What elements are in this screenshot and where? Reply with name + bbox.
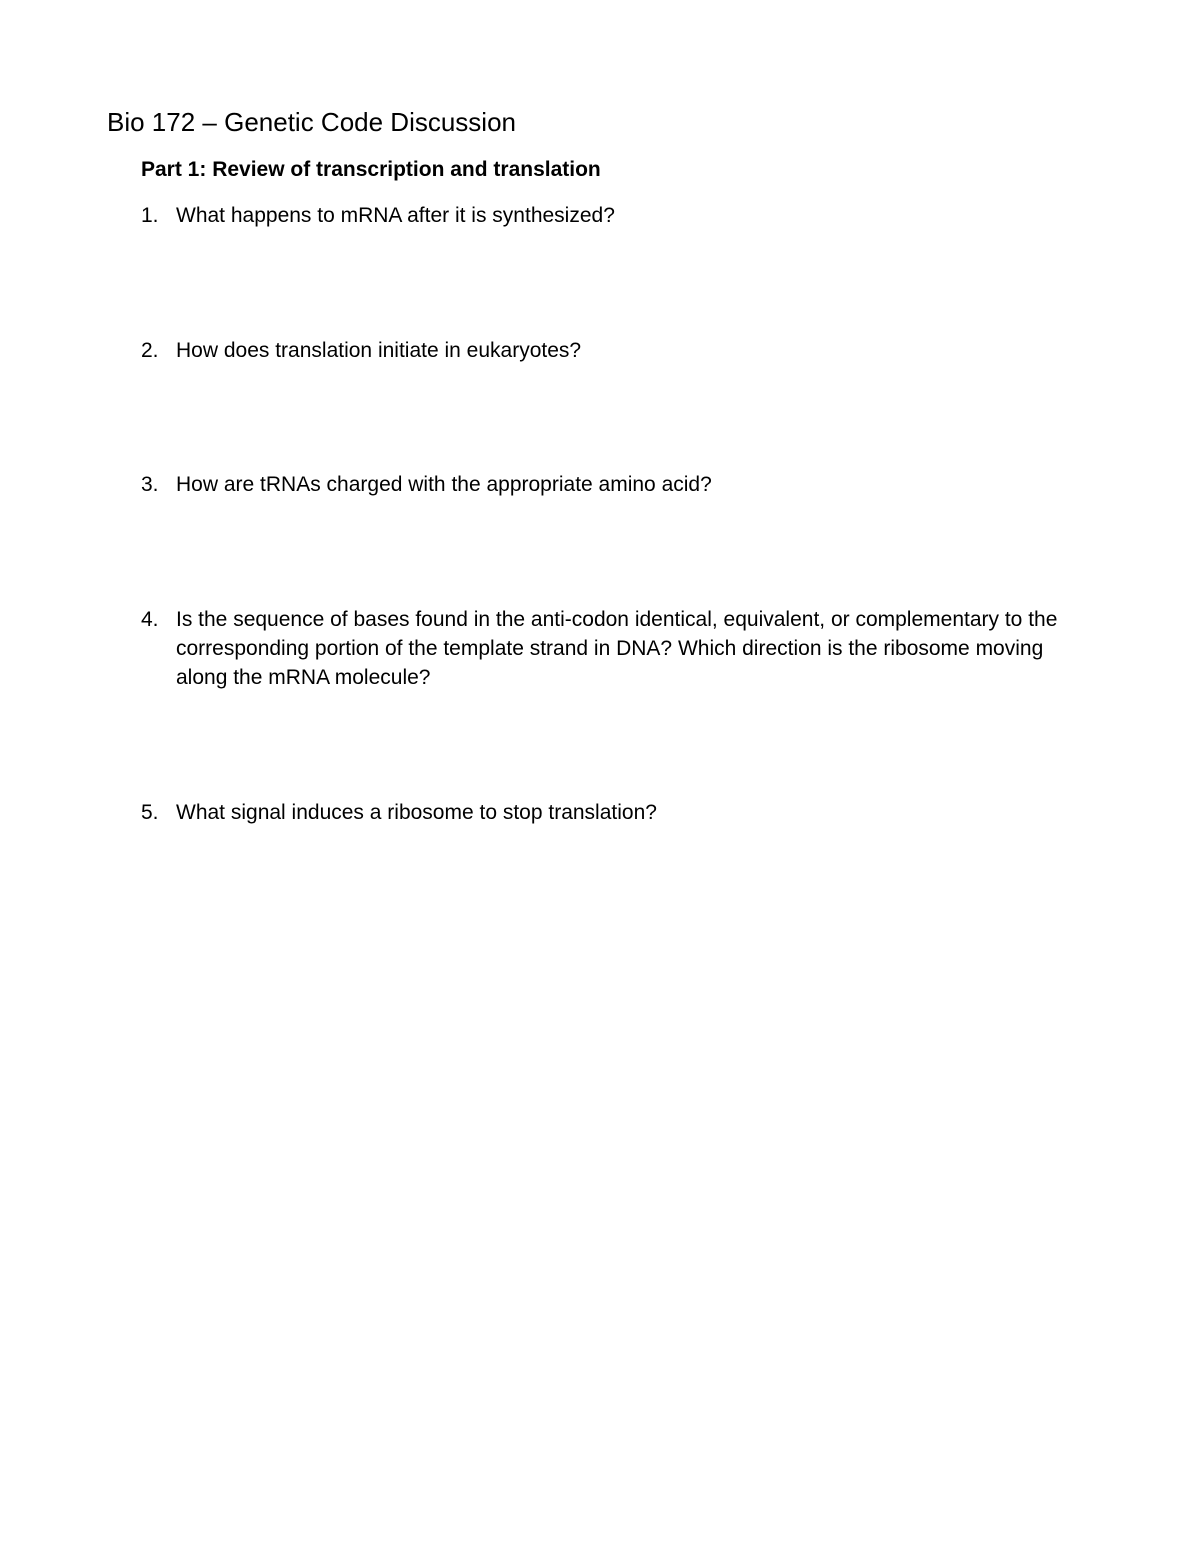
document-title: Bio 172 – Genetic Code Discussion <box>107 107 517 137</box>
question-text: How are tRNAs charged with the appropriate amino acid? <box>176 473 712 496</box>
question-number: 3. <box>141 473 159 496</box>
question-text: What happens to mRNA after it is synthesized? <box>176 204 615 227</box>
question-4 <box>141 605 1061 692</box>
section-heading: Part 1: Review of transcription and translation <box>141 158 601 181</box>
question-text: Is the sequence of bases found in the anti-codon identical, equivalent, or complementary to the corresponding portion of the template strand in DNA? Which direction is the ribosome moving along the mRNA molecule? <box>176 608 1058 689</box>
question-number: 2. <box>141 339 159 362</box>
question-text: What signal induces a ribosome to stop translation? <box>176 801 657 824</box>
question-5 <box>141 798 1061 827</box>
question-1 <box>141 201 1061 230</box>
question-number: 4. <box>141 608 159 631</box>
question-3 <box>141 470 1061 499</box>
question-number: 5. <box>141 801 159 824</box>
question-text: How does translation initiate in eukaryotes? <box>176 339 582 362</box>
question-number: 1. <box>141 204 159 227</box>
question-2 <box>141 336 1061 365</box>
